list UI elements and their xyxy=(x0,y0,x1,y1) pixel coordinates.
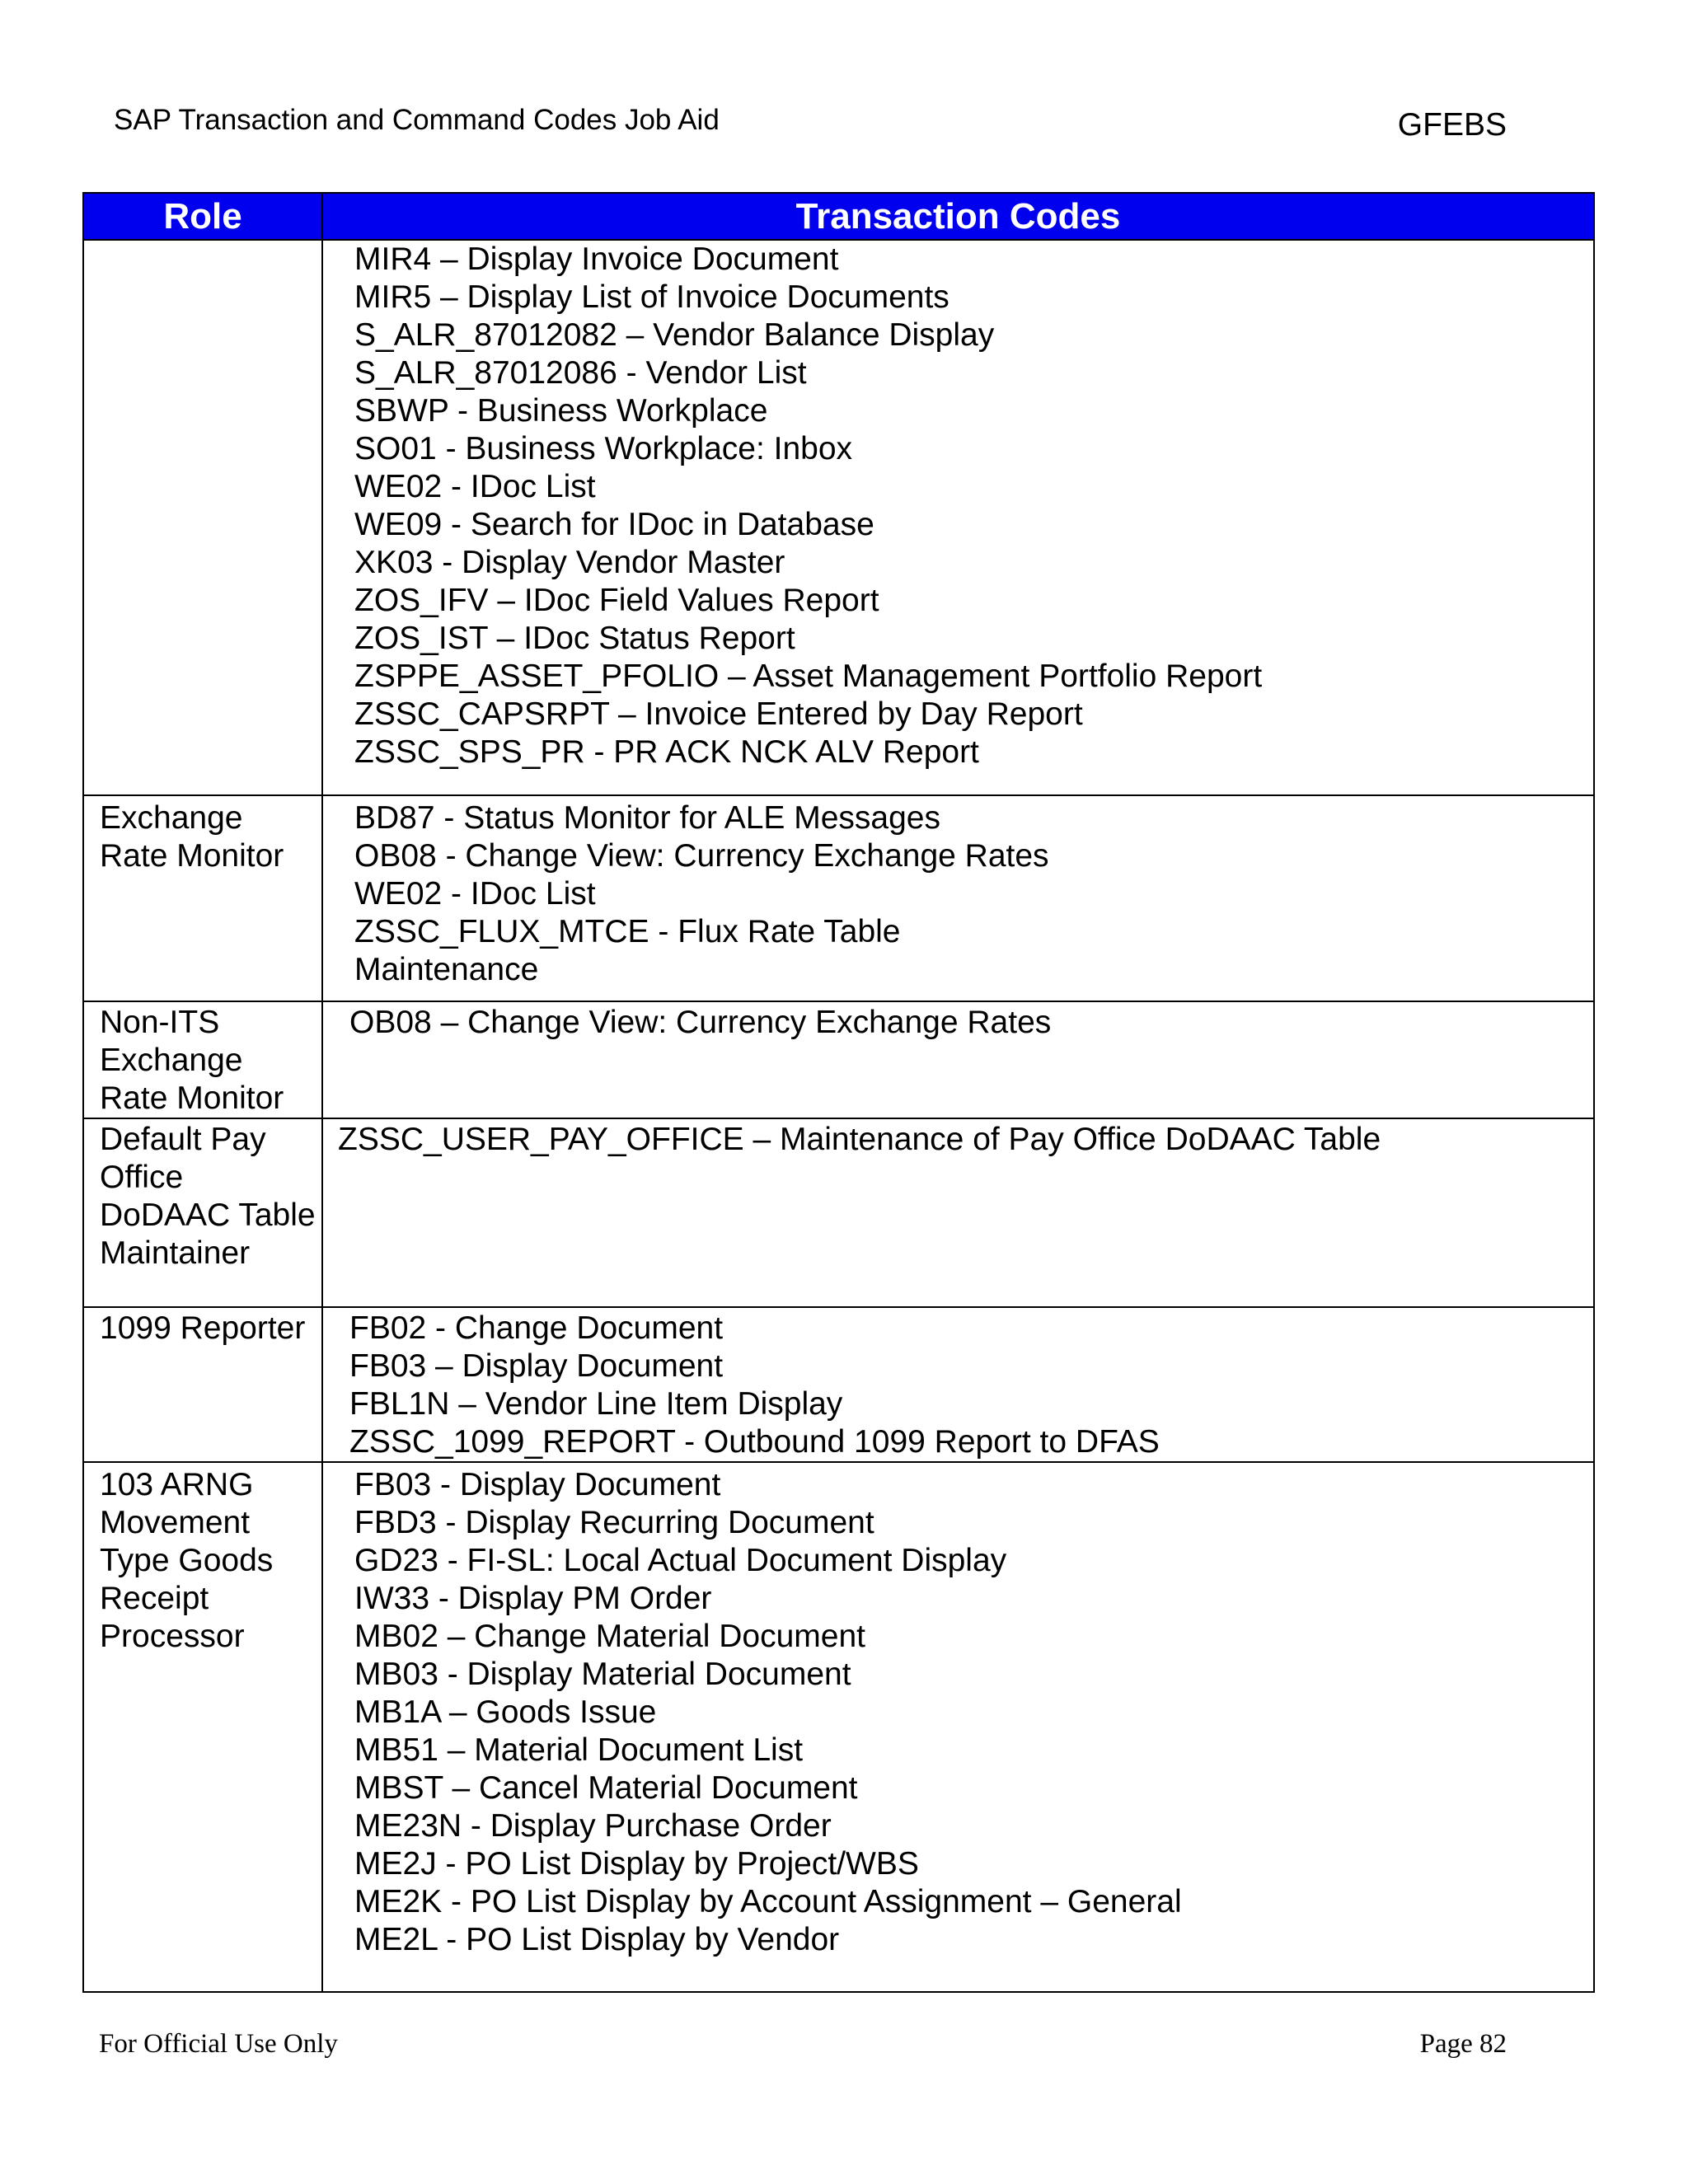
transaction-code-item: FBL1N – Vendor Line Item Display xyxy=(349,1386,843,1422)
table-row xyxy=(83,1462,1594,1992)
role-cell: Default Pay Office DoDAAC Table Maintainer xyxy=(83,1118,322,1307)
table-row xyxy=(83,240,1594,795)
transaction-code-item: BD87 - Status Monitor for ALE Messages xyxy=(354,800,940,836)
transaction-code-item: IW33 - Display PM Order xyxy=(354,1581,712,1616)
transaction-code-item: ZOS_IST – IDoc Status Report xyxy=(354,621,795,656)
transaction-code-item: ME2K - PO List Display by Account Assignment – General xyxy=(354,1884,1182,1919)
transaction-code-item: ZSSC_CAPSRPT – Invoice Entered by Day Report xyxy=(354,696,1083,732)
table-row xyxy=(83,1001,1594,1118)
transaction-code-list xyxy=(349,1004,1593,1042)
transaction-code-list xyxy=(338,1121,1593,1159)
transaction-code-item: FB03 – Display Document xyxy=(349,1348,724,1384)
transaction-code-item: S_ALR_87012082 – Vendor Balance Display xyxy=(354,317,995,353)
transaction-code-list xyxy=(354,799,1593,989)
transaction-codes-table xyxy=(82,192,1595,1993)
transaction-code-item: MB51 – Material Document List xyxy=(354,1732,804,1768)
transaction-code-item: ZSSC_1099_REPORT - Outbound 1099 Report to DFAS xyxy=(349,1424,1160,1460)
transaction-code-item: ZSPPE_ASSET_PFOLIO – Asset Management Portfolio Report xyxy=(354,658,1263,694)
transaction-code-item: ZSSC_FLUX_MTCE - Flux Rate Table xyxy=(354,914,901,949)
transaction-code-item: MIR4 – Display Invoice Document xyxy=(354,241,839,277)
transaction-codes-cell xyxy=(322,1462,1594,1992)
transaction-codes-cell xyxy=(322,1118,1594,1307)
transaction-code-item: FB03 - Display Document xyxy=(354,1467,721,1502)
transaction-code-item: MIR5 – Display List of Invoice Documents xyxy=(354,279,950,315)
table-row xyxy=(83,1307,1594,1462)
table-header-row xyxy=(83,193,1594,240)
transaction-code-item: MB1A – Goods Issue xyxy=(354,1694,657,1730)
transaction-code-item: S_ALR_87012086 - Vendor List xyxy=(354,355,807,391)
role-cell: Non-ITS Exchange Rate Monitor xyxy=(83,1001,322,1118)
transaction-code-item: ME2L - PO List Display by Vendor xyxy=(354,1922,840,1957)
transaction-code-item: ZSSC_SPS_PR - PR ACK NCK ALV Report xyxy=(354,734,979,770)
table-row xyxy=(83,1118,1594,1307)
transaction-code-item: Maintenance xyxy=(354,952,539,987)
transaction-code-item: WE09 - Search for IDoc in Database xyxy=(354,507,874,542)
transaction-code-item: WE02 - IDoc List xyxy=(354,876,596,912)
page-header xyxy=(114,104,1507,145)
transaction-code-item: OB08 – Change View: Currency Exchange Rates xyxy=(349,1005,1052,1040)
page-number: Page 82 xyxy=(1419,2029,1507,2059)
transaction-code-item: MB03 - Display Material Document xyxy=(354,1657,851,1692)
transaction-codes-cell xyxy=(322,795,1594,1001)
transaction-code-item: WE02 - IDoc List xyxy=(354,469,596,504)
transaction-code-list xyxy=(349,1310,1593,1461)
transaction-code-item: ZSSC_USER_PAY_OFFICE – Maintenance of Pay Office DoDAAC Table xyxy=(338,1122,1381,1157)
document-title: SAP Transaction and Command Codes Job Aid xyxy=(114,104,720,136)
role-column-header: Role xyxy=(83,193,322,240)
table-row xyxy=(83,795,1594,1001)
classification-label: For Official Use Only xyxy=(99,2029,338,2059)
transaction-code-item: FBD3 - Display Recurring Document xyxy=(354,1505,874,1540)
transaction-codes-cell xyxy=(322,1001,1594,1118)
role-cell xyxy=(83,240,322,795)
transaction-codes-column-header: Transaction Codes xyxy=(322,193,1594,240)
role-cell: Exchange Rate Monitor xyxy=(83,795,322,1001)
transaction-code-item: ZOS_IFV – IDoc Field Values Report xyxy=(354,583,879,618)
transaction-code-item: GD23 - FI-SL: Local Actual Document Display xyxy=(354,1543,1007,1578)
transaction-codes-cell xyxy=(322,1307,1594,1462)
transaction-code-item: ME23N - Display Purchase Order xyxy=(354,1808,832,1844)
transaction-code-item: ME2J - PO List Display by Project/WBS xyxy=(354,1846,919,1882)
transaction-code-item: FB02 - Change Document xyxy=(349,1310,724,1346)
transaction-code-list xyxy=(354,1466,1593,1959)
transaction-code-item: SO01 - Business Workplace: Inbox xyxy=(354,431,853,466)
transaction-code-item: OB08 - Change View: Currency Exchange Rates xyxy=(354,838,1049,874)
system-name: GFEBS xyxy=(1397,107,1507,143)
transaction-code-item: MB02 – Change Material Document xyxy=(354,1619,865,1654)
role-cell: 1099 Reporter xyxy=(83,1307,322,1462)
table-body xyxy=(83,240,1594,1992)
transaction-code-item: XK03 - Display Vendor Master xyxy=(354,545,785,580)
transaction-code-list xyxy=(354,241,1593,771)
page-footer xyxy=(99,2029,1507,2066)
transaction-code-item: MBST – Cancel Material Document xyxy=(354,1770,858,1806)
transaction-codes-cell xyxy=(322,240,1594,795)
role-cell: 103 ARNG Movement Type Goods Receipt Processor xyxy=(83,1462,322,1992)
transaction-code-item: SBWP - Business Workplace xyxy=(354,393,768,429)
